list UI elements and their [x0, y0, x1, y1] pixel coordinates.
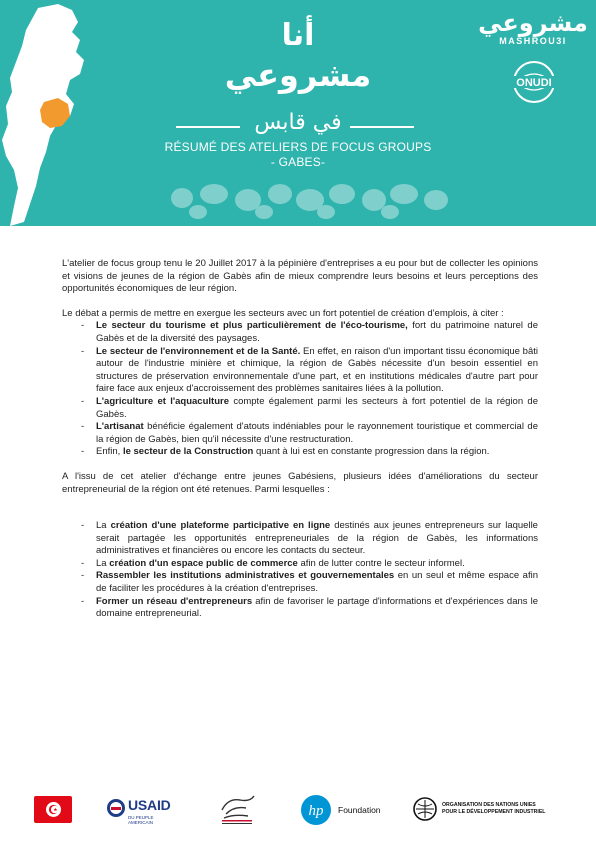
- document-body: [62, 258, 538, 633]
- list-item: - Le secteur de l'environnement et de la Santé. En effet, en raison d'un important tissu économique bâti autour de l'industrie minière et chimique, la région de Gabès nécessite d'un besoin essentiel en structures de préservation environnementale d'une part, et en institutions médicales d'autre part pour faire face aux enjeux d'accroissement des problèmes sanitaires liées à la pollution.: [62, 346, 538, 396]
- header-banner: [0, 0, 596, 226]
- onudi-logo-icon: [506, 60, 562, 104]
- usaid-seal-icon: [106, 798, 126, 818]
- usaid-label: USAID: [128, 797, 171, 813]
- sectors-list: [62, 320, 538, 459]
- subtitle-line2: - GABES-: [270, 155, 326, 169]
- speech-bubbles-decoration: [170, 182, 460, 222]
- document-subtitle: [0, 140, 596, 170]
- partner-logos: [0, 790, 596, 830]
- unido-name: ORGANISATION DES NATIONS UNIES POUR LE DÉVELOPPEMENT INDUSTRIEL: [442, 802, 546, 815]
- ideas-list: [62, 520, 538, 621]
- hp-icon: [300, 794, 332, 826]
- brand-latin: MASHROU3I: [499, 36, 567, 46]
- list-item: - Former un réseau d'entrepreneurs afin de favoriser le partage d'informations et d'expériences dans le domaine entrepreneurial.: [62, 596, 538, 621]
- tunisia-flag-icon: [34, 796, 72, 823]
- ideas-lead: A l'issu de cet atelier d'échange entre jeunes Gabésiens, plusieurs idées d'améliorations du secteur entrepreneurial de la région ont été retenues. Parmi lesquelles :: [62, 470, 538, 495]
- arabic-title-line2: مشروعي: [224, 56, 372, 94]
- hp-foundation-label: Foundation: [338, 805, 381, 815]
- sectors-lead: Le débat a permis de mettre en exergue les secteurs avec un fort potentiel de création d'emplois, à citer :: [62, 307, 504, 319]
- unido-emblem-icon: [412, 796, 438, 822]
- arabic-location: في قابس: [254, 110, 342, 135]
- usaid-logo: [106, 796, 178, 824]
- usaid-sub: DU PEUPLE AMERICAIN: [128, 815, 154, 825]
- title-rule-right: [350, 126, 414, 128]
- list-item: - Rassembler les institutions administratives et gouvernementales en un seul et même espace afin de faciliter les procédures à la création d'entreprises.: [62, 570, 538, 595]
- list-item: - Le secteur du tourisme et plus particulièrement de l'éco-tourisme, fort du patrimoine naturel de Gabès et de la diversité des paysages.: [62, 320, 538, 345]
- unido-logo: [412, 796, 582, 826]
- list-item: - La création d'un espace public de commerce afin de lutter contre le secteur informel.: [62, 558, 538, 571]
- intro-paragraph: L'atelier de focus group tenu le 20 Juillet 2017 à la pépinière d'entreprises a eu pour but de collecter les opinions et visions de jeunes de la région de Gabès afin de mieux comprendre leurs besoins et leurs perceptions des opportunités économiques de leur région.: [62, 258, 538, 295]
- list-item: - L'artisanat bénéficie également d'atouts indéniables pour le rayonnement touristique et commercial de la région de Gabès, bien qu'il nécessite d'une restructuration.: [62, 421, 538, 446]
- arabic-title-line1: أنا: [281, 18, 315, 53]
- svg-text:hp: hp: [308, 803, 324, 819]
- brand-arabic: مشروعي: [478, 9, 588, 37]
- list-item: - La création d'une plateforme participative en ligne destinés aux jeunes entrepreneurs sur laquelle serait partagée les opportunités entrepreneuriales de la région de Gabès, les informations administratives et financières ou encore les contacts du secteur.: [62, 520, 538, 558]
- hp-foundation-logo: [300, 794, 380, 826]
- list-item: - L'agriculture et l'aquaculture compte également parmi les secteurs à fort potentiel de la région de Gabès.: [62, 396, 538, 421]
- onudi-label: ONUDI: [516, 77, 552, 89]
- list-item: - Enfin, le secteur de la Construction quant à lui est en constante progression dans la région.: [62, 446, 538, 459]
- subtitle-line1: RÉSUMÉ DES ATELIERS DE FOCUS GROUPS: [164, 140, 432, 154]
- partner-hand-logo-icon: [218, 790, 258, 828]
- mashrou3i-logo: [478, 8, 588, 46]
